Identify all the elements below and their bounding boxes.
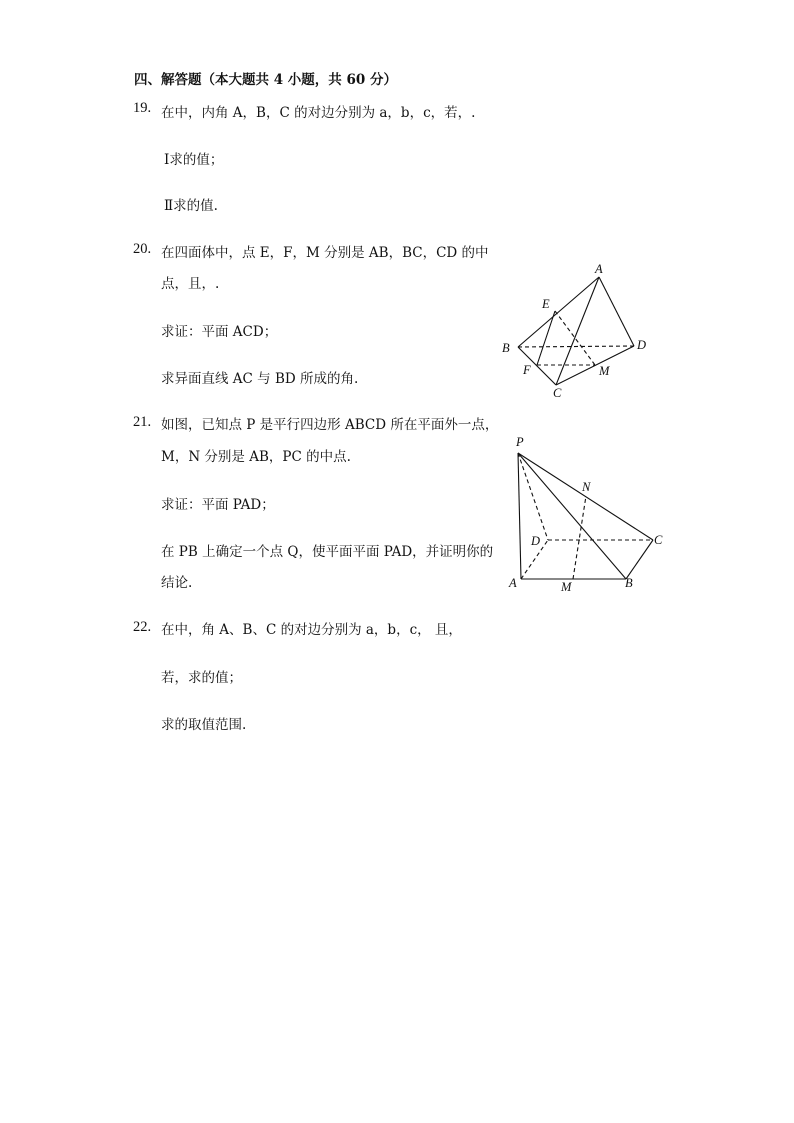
- label-d: D: [531, 534, 541, 548]
- label-a: A: [595, 262, 603, 276]
- edge-ad: [599, 277, 634, 346]
- question-21-line-2: M，N 分别是 AB，PC 的中点.: [161, 449, 351, 465]
- question-21-part-1: 求证：平面 PAD；: [161, 497, 275, 513]
- label-n: N: [582, 480, 591, 494]
- edge-ac: [556, 277, 599, 385]
- question-21-part-2-line-1: 在 PB 上确定一个点 Q，使平面平面 PAD，并证明你的: [161, 544, 494, 560]
- question-22-part-2: 求的取值范围.: [161, 717, 247, 733]
- question-22-text: 在中，角 A、B、C 的对边分别为 a，b，c， 且，: [161, 622, 462, 638]
- edge-bc: [626, 540, 653, 579]
- question-20-part-1: 求证：平面 ACD；: [161, 324, 278, 340]
- pyramid-figure: [500, 430, 675, 595]
- section-heading: 四、解答题（本大题共 4 小题，共 60 分）: [134, 72, 397, 88]
- segment-mn-hidden: [573, 496, 586, 579]
- edge-ab: [518, 277, 599, 347]
- question-number-20: 20.: [133, 241, 152, 257]
- edge-bd-hidden: [518, 346, 634, 347]
- question-21-line-1: 如图，已知点 P 是平行四边形 ABCD 所在平面外一点，: [161, 417, 499, 433]
- question-19-part-2: Ⅱ求的值.: [164, 198, 218, 214]
- label-c: C: [553, 386, 562, 400]
- label-c: C: [654, 533, 663, 547]
- label-b: B: [502, 341, 510, 355]
- label-a: A: [509, 576, 517, 590]
- label-f: F: [523, 363, 531, 377]
- edge-pd-hidden: [518, 453, 548, 540]
- segment-ef: [537, 311, 555, 365]
- question-20-line-2: 点，且，.: [161, 276, 220, 292]
- question-20-line-1: 在四面体中，点 E，F，M 分别是 AB，BC，CD 的中: [161, 245, 489, 261]
- question-number-19: 19.: [133, 100, 152, 116]
- edge-pa: [518, 453, 521, 579]
- question-19-part-1: Ⅰ求的值；: [164, 152, 224, 168]
- question-number-22: 22.: [133, 619, 152, 635]
- tetrahedron-figure: [495, 258, 655, 403]
- question-22-part-1: 若，求的值；: [161, 670, 242, 686]
- question-19-text: 在中，内角 A，B，C 的对边分别为 a，b，c，若，.: [161, 105, 476, 121]
- question-20-part-2: 求异面直线 AC 与 BD 所成的角.: [161, 371, 359, 387]
- label-d: D: [637, 338, 647, 352]
- label-m: M: [599, 364, 610, 378]
- edge-pc: [518, 453, 653, 540]
- question-number-21: 21.: [133, 414, 152, 430]
- question-21-part-2-line-2: 结论.: [161, 575, 193, 591]
- label-e: E: [542, 297, 550, 311]
- label-b: B: [625, 576, 633, 590]
- label-p: P: [516, 435, 524, 449]
- label-m: M: [561, 580, 572, 594]
